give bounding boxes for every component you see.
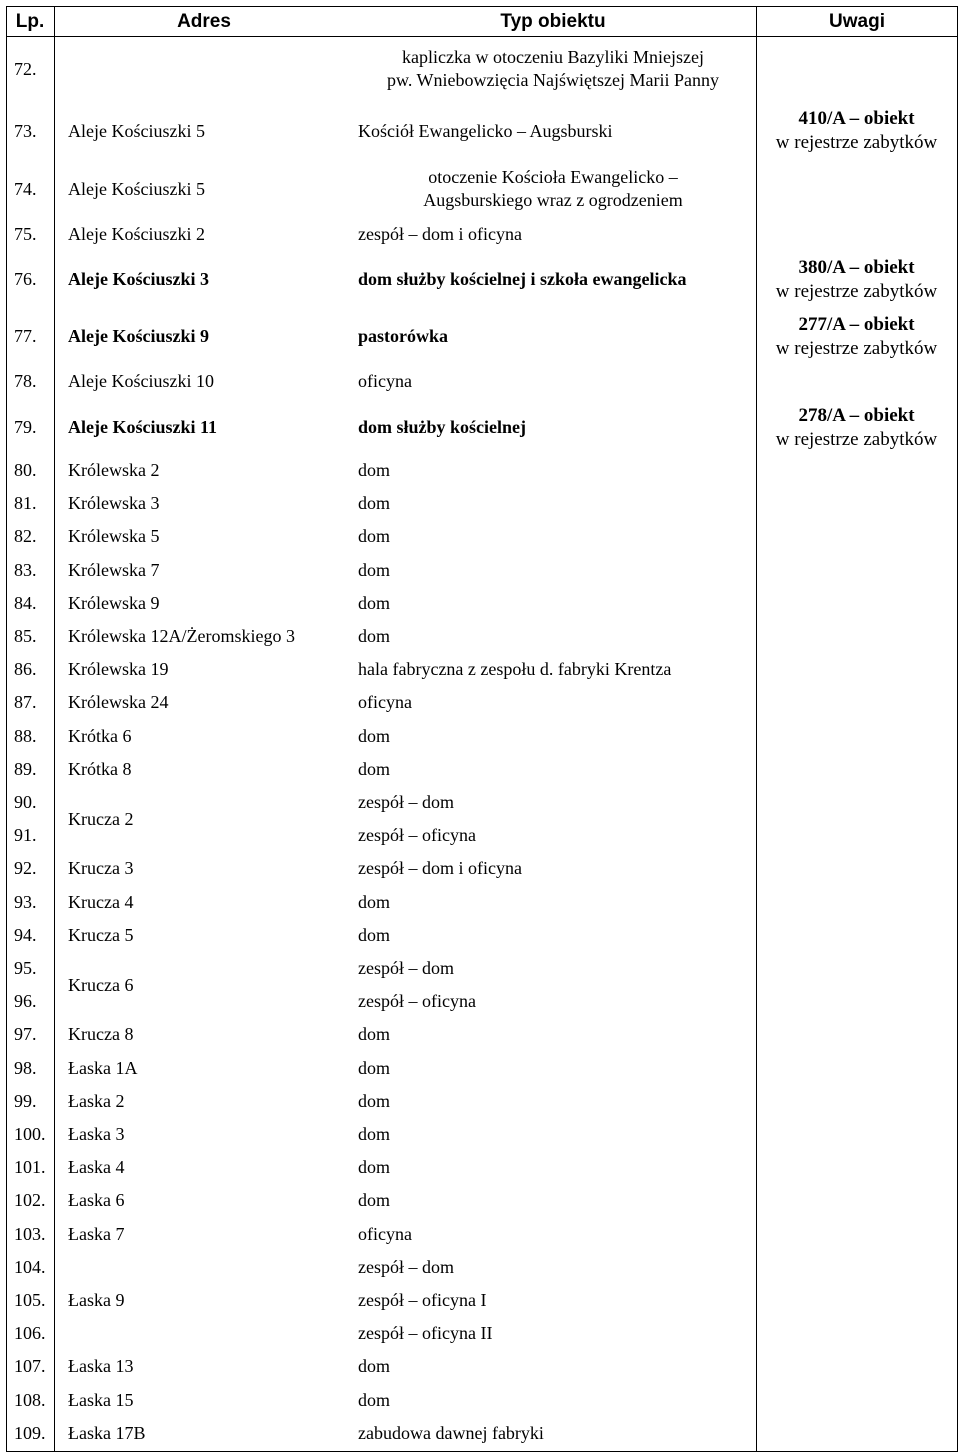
row-lp: 91. xyxy=(14,825,37,845)
row-address: Łaska 3 xyxy=(68,1124,125,1144)
row-address: Aleje Kościuszki 11 xyxy=(68,417,217,437)
column-divider xyxy=(54,6,55,1452)
row-type: dom xyxy=(358,726,391,746)
row-lp: 72. xyxy=(14,59,37,79)
remark-line1: 278/A – obiekt xyxy=(798,405,915,426)
row-lp: 86. xyxy=(14,659,37,679)
row-lp: 73. xyxy=(14,121,37,141)
row-lp: 98. xyxy=(14,1058,37,1078)
row-address: Krucza 5 xyxy=(68,925,134,945)
row-lp: 83. xyxy=(14,560,37,580)
row-lp: 87. xyxy=(14,692,37,712)
row-lp: 88. xyxy=(14,726,37,746)
row-type: dom xyxy=(358,1124,391,1144)
row-type: zespół – dom i oficyna xyxy=(358,858,522,878)
row-lp: 78. xyxy=(14,371,37,391)
row-lp: 95. xyxy=(14,958,37,978)
row-address: Aleje Kościuszki 5 xyxy=(68,121,205,141)
remark-line1: 380/A – obiekt xyxy=(798,257,915,278)
remark-line2: w rejestrze zabytków xyxy=(775,281,938,302)
remark-line2: w rejestrze zabytków xyxy=(775,132,938,153)
row-type: oficyna xyxy=(358,1224,412,1244)
row-address: Łaska 9 xyxy=(68,1290,125,1310)
row-address: Aleje Kościuszki 10 xyxy=(68,371,214,391)
row-lp: 85. xyxy=(14,626,37,646)
row-type: dom xyxy=(358,1190,391,1210)
row-address: Krucza 2 xyxy=(68,809,134,829)
row-address: Królewska 24 xyxy=(68,692,169,712)
row-type: zespół – dom i oficyna xyxy=(358,224,522,244)
row-lp: 74. xyxy=(14,179,37,199)
row-type: pastorówka xyxy=(358,326,449,346)
row-type: oficyna xyxy=(358,371,412,391)
row-lp: 75. xyxy=(14,224,37,244)
row-lp: 99. xyxy=(14,1091,37,1111)
row-type: zespół – oficyna xyxy=(358,825,476,845)
row-type: zespół – dom xyxy=(358,958,454,978)
row-address: Aleje Kościuszki 3 xyxy=(68,269,209,289)
row-lp: 76. xyxy=(14,269,37,289)
row-address: Łaska 17B xyxy=(68,1423,146,1443)
row-type: zespół – dom xyxy=(358,1257,454,1277)
row-type: dom xyxy=(358,526,391,546)
remark-line2: w rejestrze zabytków xyxy=(775,338,938,359)
header-divider xyxy=(6,36,958,37)
row-address: Łaska 13 xyxy=(68,1356,134,1376)
row-address: Królewska 5 xyxy=(68,526,160,546)
row-type: dom xyxy=(358,460,391,480)
row-type-line2: pw. Wniebowzięcia Najświętszej Marii Panny xyxy=(387,70,719,90)
row-type: hala fabryczna z zespołu d. fabryki Krentza xyxy=(358,659,672,679)
row-lp: 77. xyxy=(14,326,37,346)
row-lp: 80. xyxy=(14,460,37,480)
row-lp: 81. xyxy=(14,493,37,513)
row-lp: 89. xyxy=(14,759,37,779)
row-lp: 106. xyxy=(14,1323,46,1343)
header-typ-obiektu: Typ obiektu xyxy=(500,11,606,32)
row-lp: 79. xyxy=(14,417,37,437)
header-uwagi: Uwagi xyxy=(829,11,885,32)
row-type: oficyna xyxy=(358,692,412,712)
row-lp: 102. xyxy=(14,1190,46,1210)
row-lp: 100. xyxy=(14,1124,46,1144)
row-lp: 103. xyxy=(14,1224,46,1244)
row-address: Krucza 3 xyxy=(68,858,134,878)
row-lp: 92. xyxy=(14,858,37,878)
row-type: zespół – dom xyxy=(358,792,454,812)
header-lp: Lp. xyxy=(15,11,45,32)
row-address: Królewska 12A/Żeromskiego 3 xyxy=(68,626,295,646)
column-divider xyxy=(756,6,757,1452)
remark-line1: 277/A – obiekt xyxy=(798,314,915,335)
row-address: Królewska 3 xyxy=(68,493,160,513)
row-type: dom xyxy=(358,1091,391,1111)
row-address: Aleje Kościuszki 5 xyxy=(68,179,205,199)
row-address: Krótka 8 xyxy=(68,759,132,779)
row-lp: 107. xyxy=(14,1356,46,1376)
row-lp: 90. xyxy=(14,792,37,812)
row-lp: 105. xyxy=(14,1290,46,1310)
row-type: dom xyxy=(358,759,391,779)
row-address: Królewska 7 xyxy=(68,560,160,580)
row-type: dom xyxy=(358,1058,391,1078)
row-type-line1: otoczenie Kościoła Ewangelicko – xyxy=(428,167,678,187)
row-lp: 82. xyxy=(14,526,37,546)
row-lp: 109. xyxy=(14,1423,46,1443)
row-type: dom służby kościelnej i szkoła ewangelicka xyxy=(358,269,687,289)
row-type: dom xyxy=(358,1356,391,1376)
row-lp: 93. xyxy=(14,892,37,912)
row-address: Łaska 1A xyxy=(68,1058,138,1078)
row-lp: 104. xyxy=(14,1257,46,1277)
row-type: zespół – oficyna II xyxy=(358,1323,493,1343)
row-type: dom xyxy=(358,925,391,945)
row-lp: 108. xyxy=(14,1390,46,1410)
row-lp: 96. xyxy=(14,991,37,1011)
row-address: Łaska 7 xyxy=(68,1224,125,1244)
row-address: Królewska 2 xyxy=(68,460,160,480)
row-type: dom służby kościelnej xyxy=(358,417,527,437)
row-type: dom xyxy=(358,1024,391,1044)
row-address: Krótka 6 xyxy=(68,726,132,746)
row-type-line2: Augsburskiego wraz z ogrodzeniem xyxy=(423,190,683,210)
row-type: zespół – oficyna I xyxy=(358,1290,487,1310)
row-type: zespół – oficyna xyxy=(358,991,476,1011)
row-type: dom xyxy=(358,1390,391,1410)
row-address: Aleje Kościuszki 9 xyxy=(68,326,209,346)
row-lp: 101. xyxy=(14,1157,46,1177)
row-address: Krucza 8 xyxy=(68,1024,134,1044)
row-type: dom xyxy=(358,593,391,613)
row-address: Królewska 19 xyxy=(68,659,169,679)
row-type-line1: kapliczka w otoczeniu Bazyliki Mniejszej xyxy=(402,47,704,67)
row-type: dom xyxy=(358,626,391,646)
row-address: Łaska 2 xyxy=(68,1091,125,1111)
row-address: Łaska 15 xyxy=(68,1390,134,1410)
row-address: Łaska 6 xyxy=(68,1190,125,1210)
row-type: dom xyxy=(358,1157,391,1177)
remark-line1: 410/A – obiekt xyxy=(798,108,915,129)
remark-line2: w rejestrze zabytków xyxy=(775,429,938,450)
header-adres: Adres xyxy=(177,11,231,32)
row-address: Aleje Kościuszki 2 xyxy=(68,224,205,244)
row-type: Kościół Ewangelicko – Augsburski xyxy=(358,121,613,141)
row-address: Krucza 4 xyxy=(68,892,134,912)
row-address: Królewska 9 xyxy=(68,593,160,613)
row-lp: 94. xyxy=(14,925,37,945)
row-type: dom xyxy=(358,493,391,513)
row-type: zabudowa dawnej fabryki xyxy=(358,1423,544,1443)
row-lp: 97. xyxy=(14,1024,37,1044)
row-type: dom xyxy=(358,560,391,580)
row-address: Łaska 4 xyxy=(68,1157,125,1177)
row-lp: 84. xyxy=(14,593,37,613)
row-address: Krucza 6 xyxy=(68,975,134,995)
row-type: dom xyxy=(358,892,391,912)
